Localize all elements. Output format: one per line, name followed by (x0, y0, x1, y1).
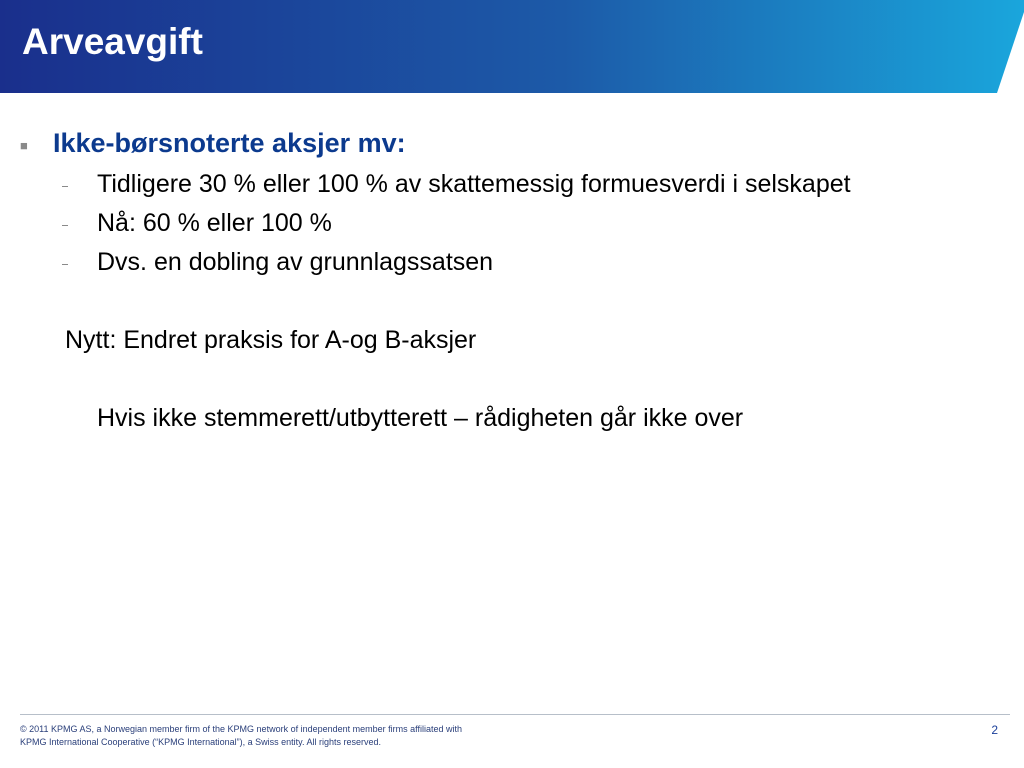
page-number: 2 (991, 723, 998, 737)
list-item-text: Dvs. en dobling av grunnlagssatsen (97, 248, 494, 276)
slide-title: Arveavgift (22, 21, 203, 62)
note-detail-text: Hvis ikke stemmerett/utbytterett – rådigheten går ikke over (97, 404, 744, 432)
list-item-text: Tidligere 30 % eller 100 % av skattemessig formuesverdi i selskapet (97, 170, 851, 198)
dash-bullet-icon (62, 186, 68, 187)
footer-copyright (20, 723, 462, 749)
dash-bullet-icon (62, 225, 68, 226)
section-heading: Ikke-børsnoterte aksjer mv: (53, 128, 406, 158)
footer-divider (20, 714, 1010, 715)
copyright-line-1: © 2011 KPMG AS, a Norwegian member firm of the KPMG network of independent member firms affiliated with (20, 724, 462, 734)
square-bullet-icon: ■ (20, 138, 28, 153)
dash-bullet-icon (62, 264, 68, 265)
copyright-line-2: KPMG International Cooperative (“KPMG International”), a Swiss entity. All rights reserved. (20, 737, 381, 747)
list-item-text: Nå: 60 % eller 100 % (97, 209, 332, 237)
note-text: Nytt: Endret praksis for A-og B-aksjer (65, 326, 477, 354)
